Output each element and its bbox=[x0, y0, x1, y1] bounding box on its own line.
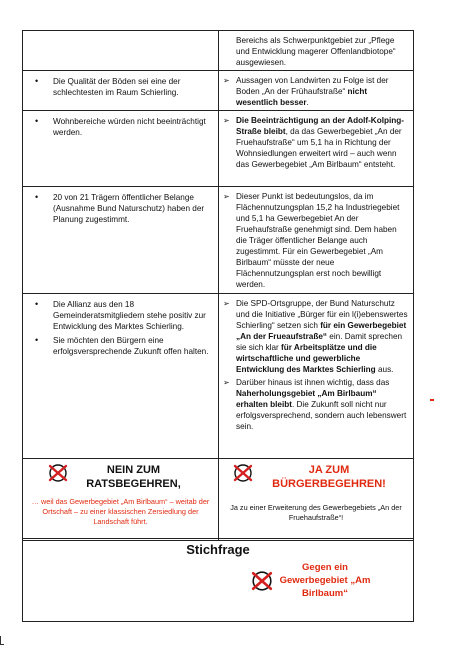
argument-table bbox=[22, 30, 414, 541]
cross-circle-icon bbox=[251, 570, 273, 592]
verdict-yes-cell bbox=[219, 459, 414, 541]
left-cell bbox=[23, 111, 219, 187]
stichfrage-option-text: Gegen ein Gewerbegebiet „Am Birlbaum“ bbox=[279, 562, 371, 599]
list-item: • Die Allianz aus den 18 Gemeinderatsmitgliedern stehe positiv zur Entwicklung des Marktes Schierling. bbox=[27, 299, 214, 332]
verdict-no-title: NEIN ZUM RATSBEGEHREN, bbox=[86, 464, 181, 490]
margin-mark bbox=[430, 399, 434, 401]
list-item: • 20 von 21 Trägern öffentlicher Belange (Ausnahme Bund Naturschutz) haben der Planung zugestimmt. bbox=[27, 192, 214, 225]
cross-circle-icon bbox=[233, 463, 253, 483]
stichfrage-option bbox=[251, 561, 371, 600]
verdict-no-cell bbox=[23, 459, 219, 541]
left-cell bbox=[23, 187, 219, 294]
table-row bbox=[23, 187, 414, 294]
table-row bbox=[23, 294, 414, 459]
list-item: • Sie möchten den Bürgern eine erfolgsversprechende Zukunft offen halten. bbox=[27, 335, 214, 357]
left-cell bbox=[23, 294, 219, 459]
right-cell bbox=[219, 31, 414, 71]
list-item: Bereichs als Schwerpunktgebiet zur „Pflege und Entwicklung magerer Offenlandbiotope“ ausgewiesen. bbox=[236, 36, 396, 67]
list-item: ➢ Die Beeinträchtigung an der Adolf-Kolping-Straße bleibt, da das Gewerbegebiet „An der Fruehaufstraße“ um 5,1 ha in Richtung der Wohnsiedlungen erweitert wird – auch wenn das Gewerbegebiet „Am Birlbaum“ entsteht. bbox=[223, 115, 409, 170]
right-cell bbox=[219, 187, 414, 294]
right-cell bbox=[219, 294, 414, 459]
list-item: ➢ Dieser Punkt ist bedeutungslos, da im Flächennutzungsplan 15,2 ha Industriegebiet und 5,1 ha Gewerbegebiet An der Fruehaufstraße genehmigt sind. Dem haben die Träger öffentlicher Belange auch zugestimmt. Für ein Gewerbegebiet „Am Birlbaum“ müsste der neue Flächennutzungsplan erst noch bewilligt werden. bbox=[223, 191, 409, 290]
list-item: • Die Qualität der Böden sei eine der schlechtesten im Raum Schierling. bbox=[27, 76, 214, 98]
verdict-row bbox=[23, 459, 414, 541]
right-cell bbox=[219, 111, 414, 187]
stichfrage-box bbox=[22, 538, 414, 622]
verdict-yes-title: JA ZUM BÜRGERBEGEHREN! bbox=[272, 464, 386, 490]
verdict-no-note: … weil das Gewerbegebiet „Am Birlbaum“ – weitab der Ortschaft – zu einer klassischen Zersiedlung der Landschaft führt. bbox=[31, 497, 210, 526]
corner-mark bbox=[0, 636, 4, 645]
list-item: ➢ Darüber hinaus ist ihnen wichtig, dass das Naherholungsgebiet „Am Birlbaum“ erhalten bleibt. Die Zukunft soll nicht nur erfolgsversprechend, sondern auch lebenswert sein. bbox=[223, 377, 409, 432]
cross-circle-icon bbox=[48, 463, 68, 483]
left-cell bbox=[23, 31, 219, 71]
table-row bbox=[23, 31, 414, 71]
table-row bbox=[23, 71, 414, 111]
stichfrage-title: Stichfrage bbox=[186, 542, 250, 557]
list-item: ➢ Aussagen von Landwirten zu Folge ist der Boden „An der Frühaufstraße“ nicht wesentlich besser. bbox=[223, 75, 409, 108]
left-cell bbox=[23, 71, 219, 111]
list-item: ➢ Die SPD-Ortsgruppe, der Bund Naturschutz und die Initiative „Bürger für ein l(i)ebenswertes Schierling“ setzen sich für ein Gewerbegebiet „An der Frueaufstraße“ ein. Damit sprechen sie sich klar für Arbeitsplätze und die wirtschaftliche und gewerbliche Entwicklung des Marktes Schierling aus. bbox=[223, 298, 409, 375]
verdict-yes-note: Ja zu einer Erweiterung des Gewerbegebiets „An der Fruehaufstraße“! bbox=[230, 503, 402, 522]
right-cell bbox=[219, 71, 414, 111]
table-row bbox=[23, 111, 414, 187]
list-item: • Wohnbereiche würden nicht beeinträchtigt werden. bbox=[27, 116, 214, 138]
